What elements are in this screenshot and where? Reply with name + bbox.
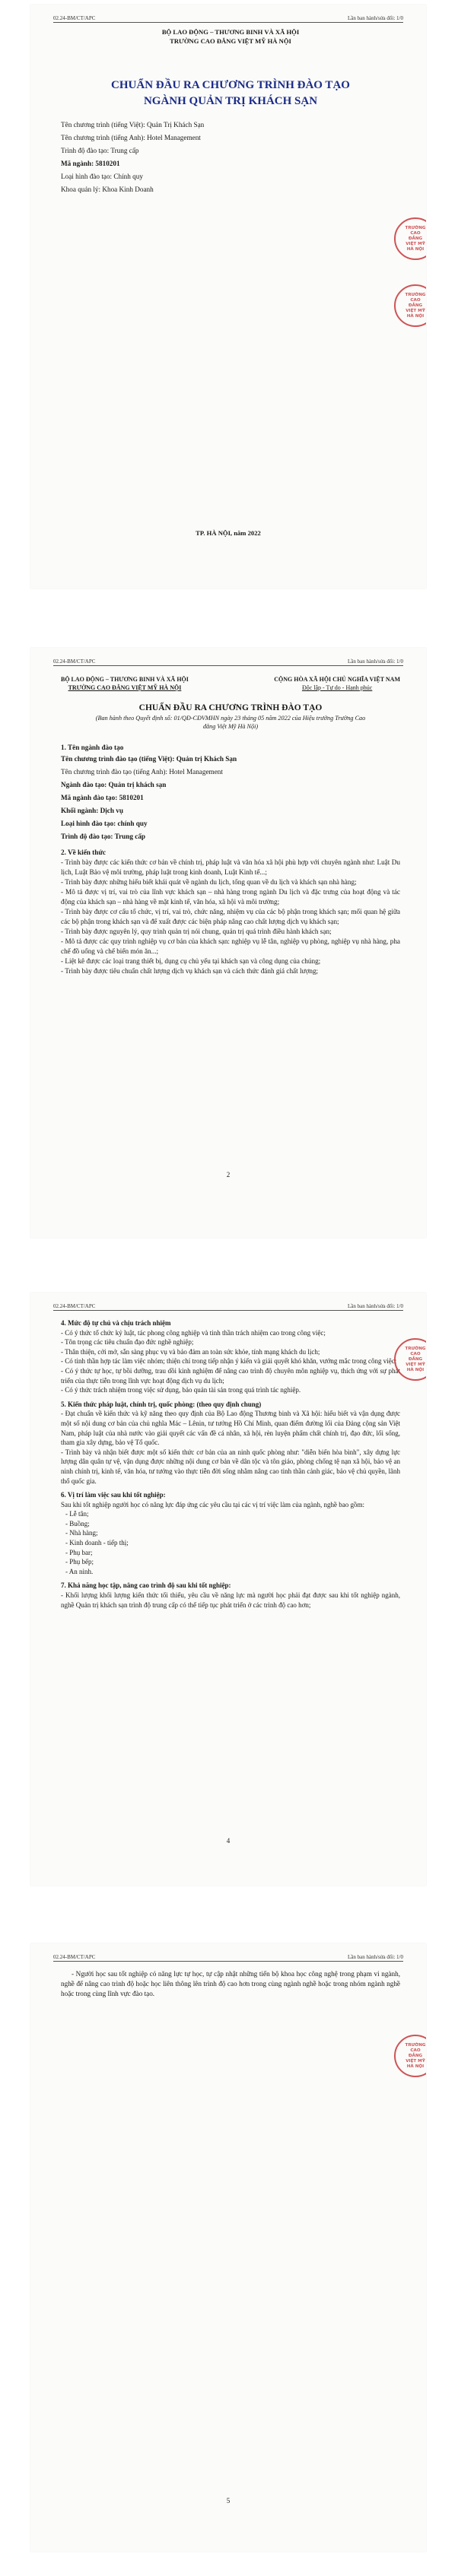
page-header (53, 1303, 403, 1311)
revision-label: Lần ban hành/sửa đổi: 1/0 (347, 1954, 403, 1960)
info-line: Mã ngành đào tạo: 5810201 (61, 794, 144, 801)
list-item: - Kinh doanh - tiếp thị; (65, 1539, 129, 1547)
bullet-item: - Có ý thức tổ chức kỷ luật, tác phong công nghiệp và tinh thần trách nhiệm cao trong công việc; (61, 1328, 326, 1337)
bullet-item: - Đạt chuẩn về kiến thức và kỹ năng theo quy định của Bộ Lao động Thương binh và Xã hội: hiểu biết và vận dụng được một số nội dung cơ bản của chủ nghĩa Mác – Lênin, tư tưởng Hồ Chí Minh, quan điểm đường lối của Đảng cộng sản Việt Nam, pháp luật của nhà nước vào giải quyết các vấn đề cá nhân, xã hội, rèn luyện phẩm chất chính trị, đạo đức, lối sống, tham gia xây dựng, bảo vệ Tổ quốc. (61, 1410, 400, 1447)
info-line: Tên chương trình (tiếng Việt): Quản Trị Khách Sạn (61, 121, 205, 128)
seal-line: HÀ NỘI (406, 246, 425, 252)
school-name: TRƯỜNG CAO ĐẲNG VIỆT MỸ HÀ NỘI (68, 684, 182, 691)
bullet-item: - Có tinh thần hợp tác làm việc nhóm; thiện chí trong tiếp nhận ý kiến và giải quyết khó khăn, vướng mắc trong công việc; (61, 1357, 397, 1366)
bullet-item: - Có ý thức trách nhiệm trong việc sử dụng, bảo quản tài sản trong quá trình tác nghiệp. (61, 1386, 301, 1394)
bullet-item: - Trình bày được tiêu chuẩn chất lượng dịch vụ khách sạn và cách thức đánh giá chất lượng; (61, 967, 319, 975)
info-line: Tên chương trình đào tạo (tiếng Việt): Quản trị Khách Sạn (61, 755, 237, 763)
seal-line: CAO (410, 297, 421, 303)
bullet-item: - Mô tả được vị trí, vai trò của lĩnh vực khách sạn – nhà hàng trong ngành Du lịch và đặc trưng của hoạt động và tác động của khách sạn – nhà hàng về mặt kinh tế, văn hóa, xã hội và môi trường; (61, 888, 400, 906)
seal-line: HÀ NỘI (406, 313, 425, 319)
section-heading: 2. Về kiến thức (61, 849, 106, 856)
seal-line: CAO (410, 230, 421, 236)
bullet-item: - Trình bày được những hiểu biết khái quát về ngành du lịch, tổng quan về du lịch và khách sạn nhà hàng; (61, 878, 357, 886)
list-item-text: Nhà hàng; (69, 1529, 98, 1537)
page-number: 2 (226, 1171, 231, 1179)
seal-line: TRƯỜNG (405, 1346, 426, 1351)
list-item: - Lễ tân; (65, 1510, 89, 1518)
bullet-item: - Trình bày và nhận biết được một số kiến thức cơ bản của an ninh quốc phòng như: "diễn biến hòa bình", xây dựng lực lượng dân quân tự vệ, vận dụng được những nội dung cơ bản về dân tộc và tôn giáo, phòng chống tệ nạn xã hội, bảo vệ an ninh chính trị, kinh tế, văn hóa, tư tưởng vào thực tiễn đời sống nhằm nâng cao tinh thần cảnh giác, bảo vệ chủ quyền, lãnh thổ quốc gia. (61, 1448, 400, 1485)
info-line: Trình độ đào tạo: Trung cấp (61, 147, 139, 154)
info-line: Loại hình đào tạo: chính quy (61, 820, 148, 827)
page-header (53, 658, 403, 666)
document-subtitle: NGÀNH QUẢN TRỊ KHÁCH SẠN (143, 95, 318, 107)
info-line: Trình độ đào tạo: Trung cấp (61, 833, 146, 840)
list-item: - Nhà hàng; (65, 1529, 98, 1537)
page-header (53, 15, 403, 23)
form-code: 02.24-BM/CT/APC (53, 1954, 96, 1960)
seal-line: ĐẲNG (408, 236, 423, 241)
page-header (53, 1954, 403, 1962)
list-item-text: An ninh. (68, 1567, 94, 1575)
school-seal (394, 2035, 426, 2077)
bullet-item: - Trình bày được nguyên lý, quy trình quản trị nói chung, quản trị quá trình điều hành khách sạn; (61, 928, 332, 935)
seal-line: ĐẲNG (408, 1356, 423, 1362)
bullet-item: - Thân thiện, cởi mở, sẵn sàng phục vụ và bảo đảm an toàn sức khỏe, tính mạng khách du lịch; (61, 1347, 320, 1356)
paragraph: Sau khi tốt nghiệp người học có năng lực đáp ứng các yêu cầu tại các vị trí việc làm của ngành, nghề bao gồm: (61, 1500, 365, 1508)
section-heading: 4. Mức độ tự chủ và chịu trách nhiệm (61, 1319, 171, 1327)
seal-line: VIỆT MỸ (406, 241, 425, 246)
info-line: Loại hình đào tạo: Chính quy (61, 173, 143, 180)
page-number: 5 (226, 2497, 231, 2505)
seal-line: HÀ NỘI (406, 1367, 425, 1372)
list-item: - Buồng; (65, 1519, 90, 1528)
bullet-item: - Trình bày được các kiến thức cơ bản về chính trị, pháp luật và văn hóa xã hội phù hợp với chuyên ngành như: Luật Du lịch, Luật Bảo vệ môi trường, pháp luật trong kinh doanh, Luật Kinh tế...; (61, 858, 400, 876)
document-heading (61, 675, 400, 692)
info-line: Khoa quản lý: Khoa Kinh Doanh (61, 186, 154, 193)
seal-line: VIỆT MỸ (406, 1362, 425, 1367)
document-title: CHUẨN ĐẦU RA CHƯƠNG TRÌNH ĐÀO TẠO (138, 703, 323, 712)
page-2-body (61, 675, 400, 976)
list-item: - Phụ bar; (65, 1548, 93, 1556)
seal-line: ĐẲNG (408, 2053, 423, 2058)
form-code: 02.24-BM/CT/APC (53, 658, 96, 665)
list-item-text: Lễ tân; (69, 1510, 89, 1518)
list-item-text: Kinh doanh - tiếp thị; (69, 1539, 129, 1547)
seal-line: HÀ NỘI (406, 2064, 425, 2069)
page-3 (30, 1293, 426, 1886)
bullet-item: - Liệt kê được các loại trang thiết bị, dụng cụ chủ yếu tại khách sạn và công dụng của chúng; (61, 957, 321, 965)
bullet-item: - Mô tả được các quy trình nghiệp vụ cơ bản của khách sạn: nghiệp vụ lễ tân, nghiệp vụ phòng, nghiệp vụ nhà hàng, pha chế đồ uống và chế biến món ăn...; (61, 937, 400, 955)
national-motto: Độc lập - Tự do - Hạnh phúc (301, 684, 373, 691)
form-code: 02.24-BM/CT/APC (53, 15, 96, 21)
revision-label: Lần ban hành/sửa đổi: 1/0 (347, 658, 403, 665)
decision-note: (Ban hành theo Quyết định số: 01/QĐ-CĐVMHN ngày 23 tháng 05 năm 2022 của Hiệu trưởng Trường Cao đẳng Việt Mỹ Hà Nội) (95, 715, 366, 730)
document-title: CHUẨN ĐẦU RA CHƯƠNG TRÌNH ĐÀO TẠO (111, 79, 350, 91)
info-line: Mã ngành: 5810201 (61, 160, 120, 167)
list-item-text: Phụ bar; (69, 1548, 93, 1556)
list-item: - An ninh. (65, 1567, 94, 1575)
info-line: Ngành đào tạo: Quản trị khách sạn (61, 781, 167, 788)
seal-line: VIỆT MỸ (406, 2058, 425, 2064)
seal-line: VIỆT MỸ (406, 308, 425, 313)
seal-line: TRƯỜNG (405, 225, 426, 230)
list-item: - Phụ bếp; (65, 1558, 94, 1566)
section-heading: 1. Tên ngành đào tạo (61, 744, 124, 751)
page-4 (30, 1943, 426, 2552)
info-line: Khối ngành: Dịch vụ (61, 807, 123, 814)
info-line: Tên chương trình đào tạo (tiếng Anh): Hotel Management (61, 768, 223, 776)
school-seal (394, 217, 426, 260)
paragraph: - Khối lượng khối lượng kiến thức tối thiểu, yêu cầu về năng lực mà người học phải đạt được sau khi tốt nghiệp ngành, nghề Quản trị khách sạn trình độ trung cấp có thể tiếp tục phát triển ở các trình độ cao hơn; (61, 1591, 400, 1609)
page-3-body (61, 1318, 400, 1610)
seal-line: TRƯỜNG (405, 2042, 426, 2048)
page-4-body (61, 1969, 400, 1999)
seal-line: TRƯỜNG (405, 292, 426, 297)
place-date: TP. HÀ NỘI, năm 2022 (196, 529, 261, 537)
page-number: 4 (226, 1837, 231, 1845)
revision-label: Lần ban hành/sửa đổi: 1/0 (347, 1303, 403, 1309)
revision-label: Lần ban hành/sửa đổi: 1/0 (347, 15, 403, 21)
page-1 (30, 5, 426, 588)
seal-line: CAO (410, 2048, 421, 2053)
list-item-text: Phụ bếp; (69, 1558, 94, 1566)
list-item-text: Buồng; (69, 1519, 90, 1528)
paragraph: - Người học sau tốt nghiệp có năng lực tự học, tự cập nhật những tiến bộ khoa học công nghệ trong phạm vi ngành, nghề để nâng cao trình độ hoặc học liên thông lên trình độ cao hơn trong cùng ngành nghề hoặc trong nhóm ngành nghề hoặc trong cùng lĩnh vực đào tạo. (61, 1970, 400, 1997)
seal-line: CAO (410, 1351, 421, 1356)
school-seal (394, 284, 426, 327)
seal-line: ĐẲNG (408, 303, 423, 308)
school-name: TRƯỜNG CAO ĐẲNG VIỆT MỸ HÀ NỘI (170, 37, 291, 45)
form-code: 02.24-BM/CT/APC (53, 1303, 96, 1309)
page-1-body (61, 27, 400, 196)
page-2 (30, 648, 426, 1238)
job-list (61, 1509, 400, 1576)
ministry-name: BỘ LAO ĐỘNG – THƯƠNG BINH VÀ XÃ HỘI (161, 28, 300, 36)
section-heading: 7. Khả năng học tập, nâng cao trình độ sau khi tốt nghiệp: (61, 1581, 231, 1590)
republic-name: CỘNG HÒA XÃ HỘI CHỦ NGHĨA VIỆT NAM (274, 676, 400, 683)
ministry-name: BỘ LAO ĐỘNG – THƯƠNG BINH VÀ XÃ HỘI (61, 676, 189, 683)
section-heading: 5. Kiến thức pháp luật, chính trị, quốc phòng: (theo quy định chung) (61, 1400, 262, 1408)
info-line: Tên chương trình (tiếng Anh): Hotel Management (61, 134, 201, 141)
bullet-item: - Trình bày được cơ cấu tổ chức, vị trí, vai trò, chức năng, nhiệm vụ của các bộ phận trong khách sạn; mối quan hệ giữa các bộ phận trong khách sạn và để xuất được các biện pháp nâng cao chất lượng dịch vụ khách sạn; (61, 908, 400, 925)
section-heading: 6. Vị trí làm việc sau khi tốt nghiệp: (61, 1491, 166, 1499)
bullet-item: - Có ý thức tự học, tự bồi dưỡng, trau dồi kinh nghiệm để nâng cao trình độ chuyên môn nghiệp vụ, thích ứng với sự phát triển của thực tiễn trong lĩnh vực hoạt động dịch vụ du lịch; (61, 1366, 400, 1385)
bullet-item: - Tôn trọng các tiêu chuẩn đạo đức nghề nghiệp; (61, 1338, 194, 1347)
